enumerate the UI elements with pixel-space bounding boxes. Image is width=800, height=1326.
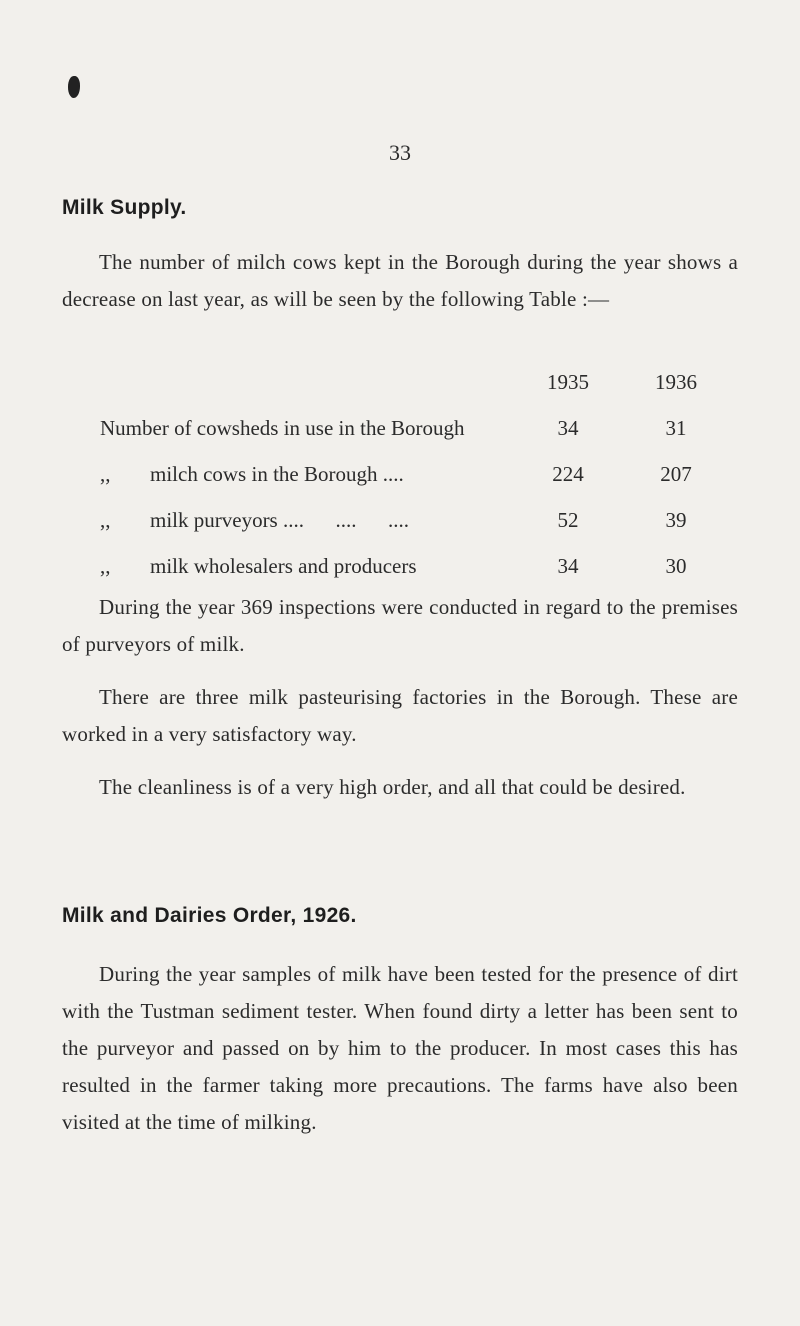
inspections-paragraph: During the year 369 inspections were conducted in regard to the premises of purveyors of milk. <box>62 595 738 656</box>
table-row <box>0 554 800 584</box>
value-1936: 207 <box>660 462 692 486</box>
cleanliness-paragraph: The cleanliness is of a very high order, and all that could be desired. <box>99 775 686 799</box>
ditto-mark: ,, <box>100 508 111 532</box>
value-1936: 39 <box>665 508 687 532</box>
table-header-row <box>0 370 800 400</box>
column-header-1935: 1935 <box>547 370 589 394</box>
value-1935: 34 <box>557 554 579 578</box>
ditto-mark: ,, <box>100 554 111 578</box>
pasteurising-paragraph: There are three milk pasteurising factories in the Borough. These are worked in a very satisfactory way. <box>62 685 738 746</box>
column-header-1936: 1936 <box>655 370 697 394</box>
section-heading-milk-dairies-order: Milk and Dairies Order, 1926. <box>62 904 357 927</box>
value-1936: 31 <box>665 416 687 440</box>
ink-blot <box>68 76 80 98</box>
section-heading-milk-supply: Milk Supply. <box>62 196 187 219</box>
table-row <box>0 462 800 492</box>
row-label: Number of cowsheds in use in the Borough <box>100 416 465 440</box>
row-label: milk wholesalers and producers <box>150 554 417 578</box>
ditto-mark: ,, <box>100 462 111 486</box>
value-1936: 30 <box>665 554 687 578</box>
sediment-test-paragraph: During the year samples of milk have been tested for the presence of dirt with the Tustman sediment tester. When found dirty a letter has been sent to the purveyor and passed on by him to the producer. In most cases this has resulted in the farmer taking more precautions. The farms have also been visited at the time of milking. <box>62 962 738 1134</box>
page-number: 33 <box>389 140 411 165</box>
row-label: milk purveyors .... .... .... <box>150 508 409 532</box>
intro-paragraph: The number of milch cows kept in the Borough during the year shows a decrease on last year, as will be seen by the following Table :— <box>62 250 738 311</box>
table-row <box>0 416 800 446</box>
value-1935: 52 <box>557 508 579 532</box>
value-1935: 224 <box>552 462 584 486</box>
table-row <box>0 508 800 538</box>
row-label: milch cows in the Borough .... <box>150 462 404 486</box>
value-1935: 34 <box>557 416 579 440</box>
